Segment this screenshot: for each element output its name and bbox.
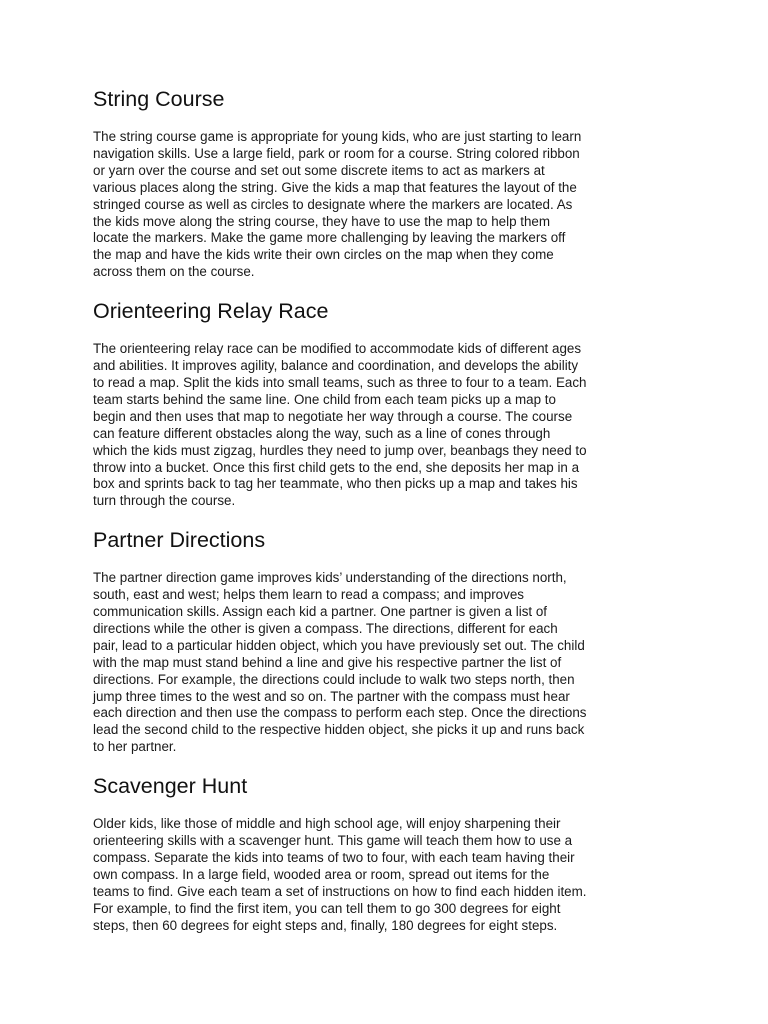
- document-page: [93, 84, 683, 950]
- section-heading: Orienteering Relay Race: [93, 299, 329, 324]
- section-scavenger-hunt: [93, 771, 683, 934]
- section-heading: Partner Directions: [93, 528, 266, 553]
- section-paragraph: The orienteering relay race can be modified to accommodate kids of different ages and abilities. It improves agility, balance and coordination, and develops the ability to read a map. Split the kids into small teams, such as three to four to a team. Each team starts behind the same line. One child from each team picks up a map to begin and then uses that map to negotiate her way through a course. The course can feature different obstacles along the way, such as a line of cones through which the kids must zigzag, hurdles they need to jump over, beanbags they need to throw into a bucket. Once this first child gets to the end, she deposits her map in a box and sprints back to tag her teammate, who then picks up a map and takes his turn through the course.: [93, 341, 587, 509]
- section-paragraph: The partner direction game improves kids’ understanding of the directions north, south, east and west; helps them learn to read a compass; and improves communication skills. Assign each kid a partner. One partner is given a list of directions while the other is given a compass. The directions, different for each pair, lead to a particular hidden object, which you have previously set out. The child with the map must stand behind a line and give his respective partner the list of directions. For example, the directions could include to walk two steps north, then jump three times to the west and so on. The partner with the compass must hear each direction and then use the compass to perform each step. Once the directions lead the second child to the respective hidden object, she picks it up and runs back to her partner.: [93, 570, 587, 755]
- section-heading: Scavenger Hunt: [93, 774, 248, 799]
- section-string-course: [93, 84, 683, 281]
- section-orienteering-relay-race: [93, 296, 683, 510]
- section-partner-directions: [93, 525, 683, 756]
- section-paragraph: Older kids, like those of middle and high school age, will enjoy sharpening their orienteering skills with a scavenger hunt. This game will teach them how to use a compass. Separate the kids into teams of two to four, with each team having their own compass. In a large field, wooded area or room, spread out items for the teams to find. Give each team a set of instructions on how to find each hidden item. For example, to find the first item, you can tell them to go 300 degrees for eight steps, then 60 degrees for eight steps and, finally, 180 degrees for eight steps.: [93, 816, 587, 933]
- section-heading: String Course: [93, 87, 225, 111]
- section-paragraph: The string course game is appropriate for young kids, who are just starting to learn navigation skills. Use a large field, park or room for a course. String colored ribbon or yarn over the course and set out some discrete items to act as markers at various places along the string. Give the kids a map that features the layout of the stringed course as well as circles to designate where the markers are located. As the kids move along the string course, they have to use the map to help them locate the markers. Make the game more challenging by leaving the markers off the map and have the kids write their own circles on the map when they come across them on the course.: [93, 129, 582, 280]
